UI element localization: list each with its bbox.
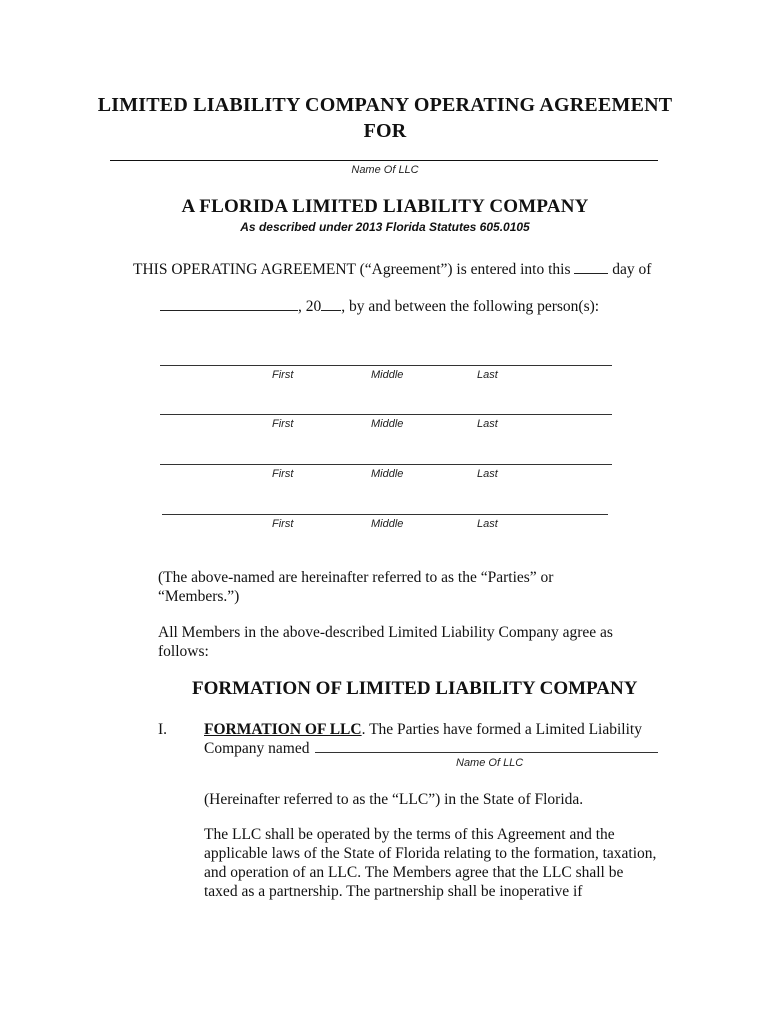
month-blank[interactable]	[160, 296, 298, 311]
section-numeral: I.	[158, 721, 168, 738]
year-blank[interactable]	[321, 296, 341, 311]
middle-caption: Middle	[371, 518, 404, 530]
intro-line2-post: , by and between the following person(s):	[341, 298, 600, 315]
section-heading: FORMATION OF LIMITED LIABILITY COMPANY	[192, 678, 638, 699]
statute-reference: As described under 2013 Florida Statutes 605.0105	[240, 220, 530, 234]
first-caption: First	[272, 369, 294, 381]
doc-title-line2: FOR	[363, 120, 407, 142]
intro-text-pre: THIS OPERATING AGREEMENT (“Agreement”) is entered into this	[133, 261, 571, 278]
member-name-line[interactable]	[160, 464, 612, 465]
parties-paragraph: (The above-named are hereinafter referred to as the “Parties” or “Members.”)	[158, 569, 554, 605]
last-caption: Last	[477, 518, 498, 530]
operation-paragraph: The LLC shall be operated by the terms of this Agreement and the applicable laws of the State of Florida relating to the formation, taxation, and operation of an LLC. The Members agree that the LLC shall be taxed as a partnership. The partnership shall be inoperative if	[204, 826, 657, 900]
year-prefix: , 20	[298, 298, 322, 315]
member-name-line[interactable]	[160, 414, 612, 415]
hereinafter-text: (Hereinafter referred to as the “LLC”) in the State of Florida.	[204, 791, 584, 808]
first-caption: First	[272, 518, 294, 530]
section1-text-b: Company named	[204, 740, 310, 757]
company-name-caption: Name Of LLC	[456, 757, 524, 769]
last-caption: Last	[477, 468, 498, 480]
agree-paragraph: All Members in the above-described Limited Liability Company agree as follows:	[158, 624, 613, 660]
first-caption: First	[272, 418, 294, 430]
intro-text-post: day of	[612, 261, 652, 278]
member-name-line[interactable]	[160, 365, 612, 366]
middle-caption: Middle	[371, 418, 404, 430]
section1-line-a	[204, 720, 642, 739]
intro-line-2	[160, 296, 599, 316]
member-name-line[interactable]	[162, 514, 608, 515]
middle-caption: Middle	[371, 468, 404, 480]
first-caption: First	[272, 468, 294, 480]
llc-name-caption: Name Of LLC	[351, 164, 419, 176]
day-blank[interactable]	[574, 259, 608, 274]
section1-text-a: . The Parties have formed a Limited Liability	[361, 721, 642, 738]
company-name-line[interactable]	[315, 752, 658, 753]
section1-line-b	[204, 739, 309, 758]
last-caption: Last	[477, 418, 498, 430]
intro-line-1	[133, 259, 651, 279]
llc-name-line[interactable]	[110, 160, 658, 161]
middle-caption: Middle	[371, 369, 404, 381]
doc-subtitle: A FLORIDA LIMITED LIABILITY COMPANY	[181, 196, 589, 217]
doc-title-line1: LIMITED LIABILITY COMPANY OPERATING AGREEMENT	[97, 94, 673, 116]
last-caption: Last	[477, 369, 498, 381]
formation-heading: FORMATION OF LLC	[204, 721, 362, 738]
